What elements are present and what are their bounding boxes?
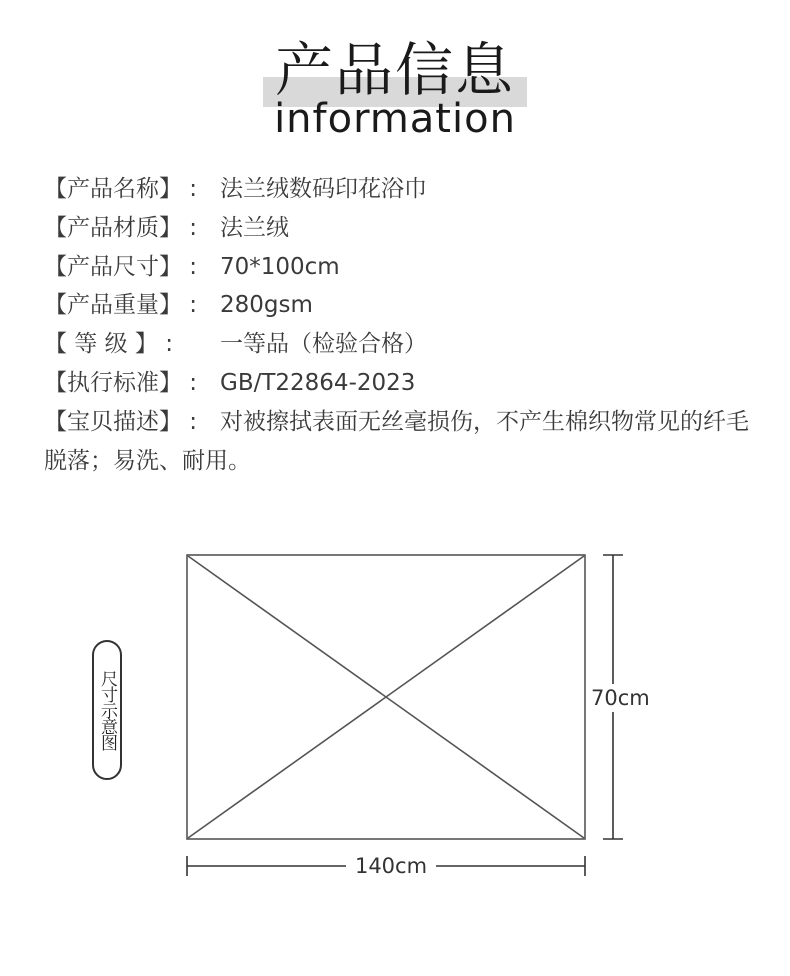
- info-value: 法兰绒: [220, 214, 289, 241]
- info-value: 一等品（检验合格）: [220, 331, 427, 358]
- info-label: 【产品尺寸】 :: [44, 253, 198, 280]
- info-label: 【宝贝描述】 :: [44, 408, 198, 435]
- page-title: 产品信息: [274, 36, 515, 104]
- info-label: 【执行标准】 :: [44, 369, 198, 396]
- height-label: 70cm: [591, 684, 661, 712]
- info-label: 【产品重量】 :: [44, 292, 198, 319]
- info-value: 对被擦拭表面无丝毫损伤，不产生棉织物常见的纤毛脱落；易洗、耐用。: [44, 408, 749, 474]
- info-label: 【产品材质】 :: [44, 214, 198, 241]
- info-label: 【产品名称】 :: [44, 176, 198, 202]
- width-label: 140cm: [346, 852, 436, 880]
- info-value: 70*100cm: [220, 253, 340, 280]
- info-label: 【 等 级 】 :: [44, 331, 173, 358]
- info-value: 法兰绒数码印花浴巾: [220, 176, 427, 202]
- info-value: GB/T22864-2023: [220, 369, 416, 396]
- page-subtitle: information: [274, 96, 516, 142]
- info-value: 280gsm: [220, 292, 313, 319]
- size-diagram-tag: 尺寸示意图: [92, 640, 122, 780]
